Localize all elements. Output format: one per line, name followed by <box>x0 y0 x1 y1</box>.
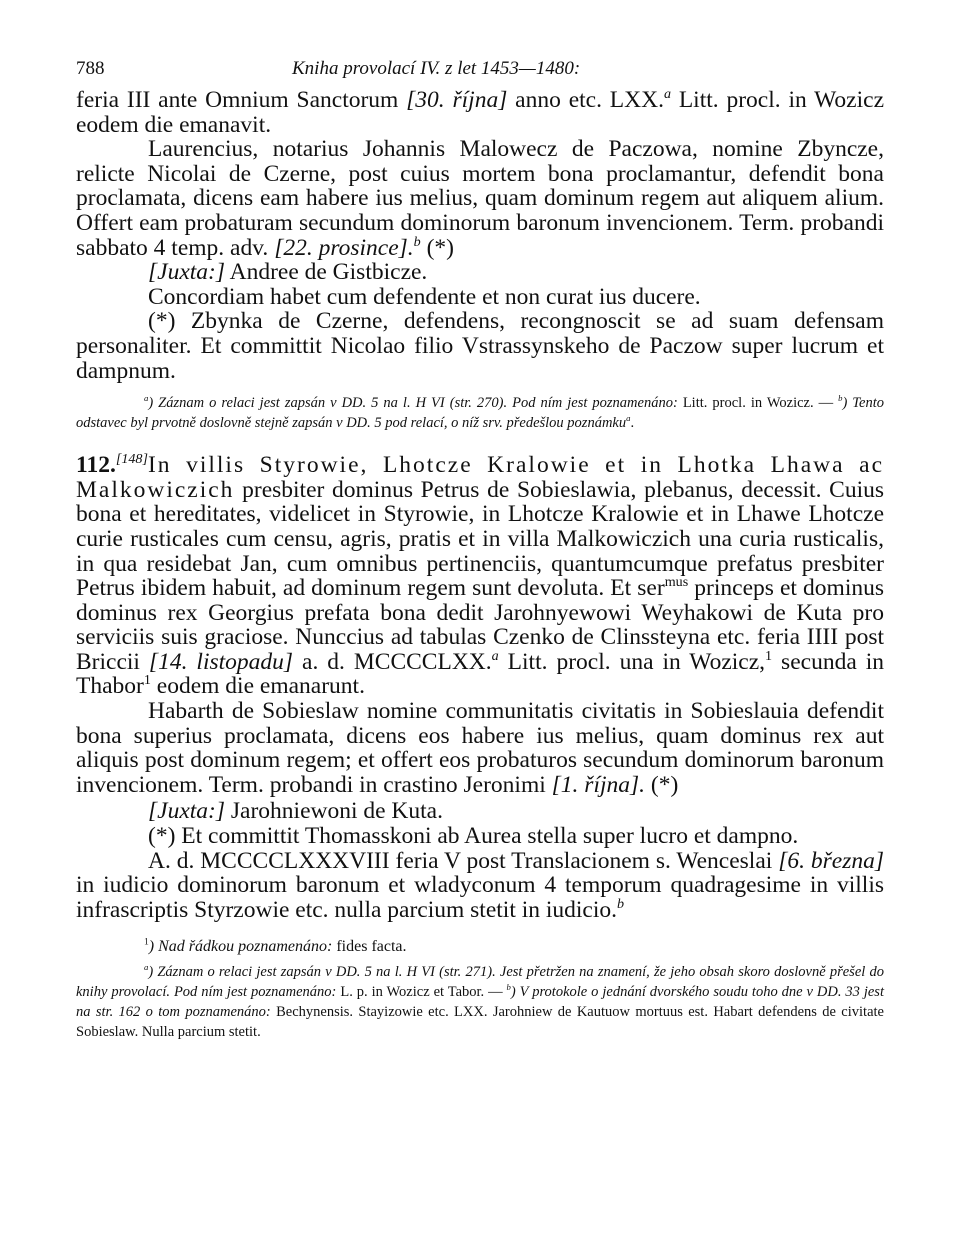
footnote-mark: a <box>663 86 671 103</box>
page-header <box>76 58 884 88</box>
footnote-mark: b <box>413 233 421 250</box>
page-number: 788 <box>76 58 105 79</box>
date-annotation: [22. prosince]. <box>274 234 414 261</box>
footnote-1: $^1$) Nad řádkou poznamenáno: fides facta. <box>144 937 407 956</box>
juxta-line: [Juxta:] Andree de Gistbicze. <box>148 259 428 286</box>
paragraph-zbynka: (*) Zbynka de Czerne, defendens, recongnoscit se ad suam defensam personaliter. Et committit Nicolao filio Vstrassynskeho de Paczow super lucrum et dampnum. <box>76 308 884 384</box>
paragraph-feria: feria III ante Omnium Sanctorum [30. října] anno etc. LXX.$^a$ Litt. procl. in Wozicz eodem die emanavit. <box>76 86 884 138</box>
footnotes-block-2: $^a$) Záznam o relaci jest zapsán v DD. 5 na l. H VI (str. 271). Jest přetržen na znamení, že jeho obsah skoro doslovně přešel do knihy provolací. Pod ním jest poznamenáno: L. p. in Wozicz et Tabor. — $^b$) V protokole o jednání dvorského soudu toho dne v DD. 33 jest na str. 162 o tom poznamenáno: Bechynensis. Stayizowie etc. LXX. Jarohniew de Kautuow mortuus est. Habart defendens de civitate Sobieslaw. Nulla parcium stetit. <box>76 962 884 1041</box>
date-annotation: [14. listopadu] <box>148 648 294 675</box>
footnotes-block-1: $^a$) Záznam o relaci jest zapsán v DD. 5 na l. H VI (str. 270). Pod ním jest poznamenáno: Litt. procl. in Wozicz. — $^b$) Tento odstavec byl prvotně doslovně stejně zapsán v DD. 5 pod relací, o níž srv. předešlou poznámku$^a$. <box>76 393 885 432</box>
paragraph-habarth: Habarth de Sobieslaw nomine communitatis civitatis in Sobieslauia defendit bona superius proclamata, dicens eos habere ius melius, quam dominus rex aut aliquis post dominum regem; et offert eos probaturos secundum dominorum baronum invencionem. Term. probandi in crastino Jeronimi [1. října]. (*) <box>76 698 884 798</box>
committit-line: (*) Et committit Thomasskoni ab Aurea stella super lucro et dampno. <box>148 823 799 850</box>
paragraph-laurencius: Laurencius, notarius Johannis Malowecz de Paczowa, nomine Zbyncze, relicte Nicolai de Czerne, post cuius mortem bona proclamantur, defendit bona proclamata, dicens eam habere ius melius, quam dominum regem aut aliquem alium. Offert eam probaturam secundum dominorum baronum invencionem. Term. probandi sabbato 4 temp. adv. [22. prosince].$^b$ (*) <box>76 136 884 261</box>
entry-112: 112.[148]In villis Styrowie, Lhotcze Kralowie et in Lhotka Lhawa ac Malkowiczich presbiter dominus Petrus de Sobieslawia, plebanus, decessit. Cuius bona et hereditates, videlicet in Styrowie, in Lhotcze Kralowie et in Lhawe Lhotcze curie rusticales cum censu, agris, pratis et in villa Malkowiczich una curia rusticalis, in qua residebat Jan, cum omnibus pertinenciis, quantumcumque prefatus presbiter Petrus ibidem habuit, ad dominum regem sunt devoluta. Et ser$^{mus}$ princeps et dominus dominus rex Georgius prefata bona dedit Jarohnyewowi Weyhakowi de Kuta pro serviciis suis graciose. Nunccius ad tabulas Czenko de Clinssteyna etc. feria IIII post Briccii [14. listopadu] a. d. MCCCCLXX.$^a$ Litt. procl. una in Wozicz,$^1$ secunda in Thabor$^1$ eodem die emanarunt. <box>76 451 885 700</box>
entry-number: 112. <box>76 452 116 479</box>
date-annotation: [6. března] <box>778 847 884 874</box>
concordiam-line: Concordiam habet cum defendente et non curat ius ducere. <box>148 283 701 310</box>
juxta-line: [Juxta:] Jarohniewoni de Kuta. <box>148 798 443 825</box>
folio-mark: [148] <box>115 451 148 468</box>
running-title: Kniha provolací IV. z let 1453—1480: <box>292 58 581 79</box>
date-annotation: [1. října]. <box>551 771 646 798</box>
date-annotation: [30. října] <box>406 87 508 113</box>
paragraph-judgment: A. d. MCCCCLXXXVIII feria V post Translacionem s. Wenceslai [6. března] in iudicio dominorum baronum et wladyconum 4 temporum quadragesime in villis infrascriptis Styrzowie etc. nulla parcium stetit in iudicio.$^b$ <box>76 847 884 923</box>
